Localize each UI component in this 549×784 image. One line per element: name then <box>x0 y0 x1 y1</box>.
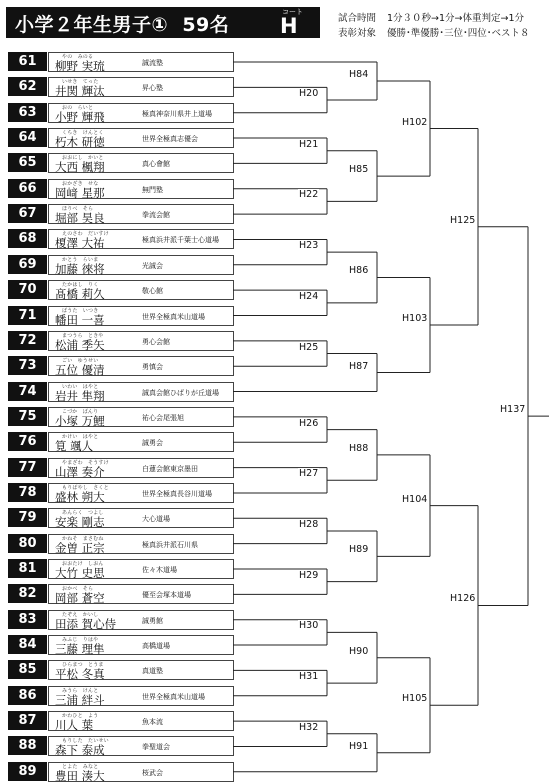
match-label: H86 <box>349 265 369 277</box>
entry-number: 63 <box>8 103 47 122</box>
entry-number: 79 <box>8 508 47 527</box>
match-label: H22 <box>299 189 319 201</box>
club-name: 無門塾 <box>142 185 163 194</box>
entrant-count: 59名 <box>182 14 230 36</box>
entry-number: 88 <box>8 736 47 755</box>
name-reading: たかはし りく <box>62 282 99 289</box>
match-label: H84 <box>349 69 369 80</box>
name-reading: いせき てった <box>62 79 99 86</box>
entry-number: 83 <box>8 610 47 629</box>
club-name: 世界全極真米山道場 <box>142 312 205 321</box>
club-name: 優至会塚本道場 <box>142 591 191 600</box>
name-reading: ばうた いつき <box>62 307 99 314</box>
name-reading: いわい はやと <box>62 383 99 390</box>
match-label: H104 <box>402 493 428 505</box>
name-reading: あんらく つよし <box>62 510 104 517</box>
club-name: 高橋道場 <box>142 642 170 651</box>
name-reading: おおにし かいと <box>62 155 104 162</box>
awards-value: 優勝･準優勝･三位･四位･ベスト８ <box>387 28 530 39</box>
match-time-value: 1分３０秒→1分→体重判定→1分 <box>387 13 525 24</box>
entrant-name: 堀部 昊良 <box>55 211 105 226</box>
entrant-name: 筧 颯人 <box>55 439 94 454</box>
name-reading: おおたけ しおん <box>62 561 104 567</box>
entry-number: 87 <box>8 711 47 730</box>
entrant-name: 小塚 万鯉 <box>55 413 105 428</box>
club-name: 拳流会館 <box>142 211 170 220</box>
match-label: H85 <box>349 164 369 176</box>
name-reading: えのさわ だいすけ <box>62 231 109 238</box>
entrant-name: 加藤 徠将 <box>55 261 105 276</box>
entrant-name: 幡田 一喜 <box>55 312 105 327</box>
entry-number: 80 <box>8 534 47 553</box>
name-reading: もりばやし さくと <box>62 484 109 491</box>
name-reading: もりした たいせい <box>62 738 109 745</box>
club-name: 桜武会 <box>142 768 163 777</box>
match-label: H105 <box>402 693 428 705</box>
entrant-name: 井関 輝汰 <box>55 84 105 99</box>
match-label: H31 <box>299 671 319 683</box>
entrant-name: 柳野 実琉 <box>55 59 105 73</box>
match-label: H20 <box>299 88 319 100</box>
entry-number: 70 <box>8 280 47 299</box>
match-label: H88 <box>349 442 369 454</box>
club-name: 真心會館 <box>142 160 170 169</box>
entrant-name: 金曽 正宗 <box>55 540 105 555</box>
name-reading: みうら けんと <box>62 687 99 694</box>
entry-number: 67 <box>8 204 47 223</box>
entrant-name: 豊田 湊大 <box>55 768 105 783</box>
entrant-name: 田添 賀心侍 <box>55 616 117 631</box>
entry-number: 78 <box>8 483 47 502</box>
court-label: コート <box>282 8 303 16</box>
name-reading: まつうら ときや <box>62 332 104 339</box>
name-reading: かとう らいま <box>62 256 99 263</box>
name-reading: こづか ばんり <box>62 408 99 415</box>
club-name: 極真神奈川県井上道場 <box>142 109 212 118</box>
entry-number: 77 <box>8 458 47 477</box>
name-reading: かねそ まさむね <box>62 535 104 542</box>
club-name: 誠真会館ひばりが丘道場 <box>142 388 219 397</box>
entrant-name: 安楽 剛志 <box>55 515 105 530</box>
club-name: 大心道場 <box>142 515 170 524</box>
match-label: H27 <box>299 468 319 480</box>
club-name: 真道塾 <box>142 667 163 676</box>
entrant-name: 小野 輝飛 <box>55 109 105 124</box>
entrant-name: 川人 葉 <box>55 718 94 733</box>
entrant-name: 髙橋 莉久 <box>55 287 105 302</box>
match-label: H87 <box>349 360 369 372</box>
club-name: 誠流塾 <box>142 59 163 67</box>
match-label: H125 <box>450 214 476 226</box>
name-reading: やの みのる <box>62 54 94 60</box>
entry-number: 75 <box>8 407 47 426</box>
club-name: 敬心館 <box>142 287 163 296</box>
entry-number: 64 <box>8 128 47 147</box>
entry-number: 65 <box>8 153 47 172</box>
entry-number: 73 <box>8 356 47 375</box>
match-label: H30 <box>299 620 319 632</box>
match-label: H90 <box>349 645 369 657</box>
entry-number: 62 <box>8 77 47 96</box>
match-label: H29 <box>299 569 319 581</box>
match-label: H91 <box>349 740 369 752</box>
club-name: 極真浜井派千葉士心道場 <box>142 236 219 245</box>
name-reading: みふじ りはや <box>62 637 99 644</box>
name-reading: ひらまつ とうま <box>62 662 104 669</box>
entrant-name: 大西 楓翔 <box>55 160 105 175</box>
club-name: 魚本流 <box>142 718 163 727</box>
entry-number: 69 <box>8 255 47 274</box>
club-name: 世界全極真米山道場 <box>142 692 205 701</box>
awards-label: 表彰対象 <box>338 28 377 39</box>
entrant-name: 岡﨑 星那 <box>55 185 105 200</box>
entry-number: 85 <box>8 660 47 679</box>
entrant-name: 山澤 奏介 <box>55 464 105 479</box>
club-name: 白蓮会館東京墨田 <box>142 464 198 473</box>
entrant-name: 三浦 絆斗 <box>55 692 105 707</box>
entrant-name: 榎澤 大祐 <box>55 236 105 251</box>
name-reading: ほりべ そら <box>62 206 94 213</box>
entry-number: 66 <box>8 179 47 198</box>
entry-number: 72 <box>8 331 47 350</box>
name-reading: たぞえ かいし <box>62 611 99 618</box>
entry-number: 82 <box>8 584 47 603</box>
name-reading: おかべ そら <box>62 586 94 593</box>
club-name: 誠勇会 <box>142 439 163 448</box>
match-time-label: 試合時間 <box>338 13 377 24</box>
name-reading: やまざわ そうすけ <box>62 459 109 466</box>
entry-number: 71 <box>8 306 47 325</box>
match-label: H21 <box>299 138 319 150</box>
name-reading: おの らいと <box>62 104 94 111</box>
match-label: H25 <box>299 341 319 353</box>
entrant-name: 松浦 季矢 <box>55 337 105 352</box>
club-name: 勇心会館 <box>142 337 170 346</box>
match-label: H24 <box>299 290 319 302</box>
club-name: 光誠会 <box>142 261 163 270</box>
match-label: H89 <box>349 544 369 556</box>
entrant-name: 五位 優清 <box>55 363 105 378</box>
entry-number: 76 <box>8 432 47 451</box>
entry-number: 74 <box>8 382 47 401</box>
club-name: 佐々木道場 <box>142 566 177 574</box>
name-reading: くちき けんとく <box>62 130 104 137</box>
match-label: H126 <box>450 593 476 605</box>
club-name: 世界全極真志優会 <box>142 135 198 144</box>
entrant-name: 岩井 隼翔 <box>55 388 105 403</box>
entrant-name: 森下 泰成 <box>55 743 105 758</box>
club-name: 誠勇館 <box>142 616 163 625</box>
name-reading: おかざき せな <box>62 180 99 187</box>
entry-number: 84 <box>8 635 47 654</box>
name-reading: とよた みなと <box>62 763 99 770</box>
match-label: H23 <box>299 240 319 252</box>
match-label: H103 <box>402 313 428 324</box>
club-name: 世界全極真長谷川道場 <box>142 489 212 498</box>
entrant-name: 三藤 理隼 <box>55 642 105 657</box>
match-label: H137 <box>500 404 526 416</box>
entrant-name: 岡部 蒼空 <box>55 591 105 606</box>
match-label: H102 <box>402 116 428 128</box>
division-title: 小学２年生男子① <box>15 14 169 36</box>
entry-number: 89 <box>8 762 47 781</box>
entry-number: 86 <box>8 686 47 705</box>
club-name: 昇心塾 <box>142 84 163 93</box>
entry-number: 68 <box>8 229 47 248</box>
match-label: H26 <box>299 417 319 429</box>
match-label: H32 <box>299 721 319 733</box>
entrant-name: 平松 冬真 <box>55 667 105 682</box>
name-reading: かけい はやと <box>62 434 99 441</box>
club-name: 拳聖道会 <box>142 743 170 752</box>
match-label: H28 <box>299 518 319 530</box>
club-name: 祐心会尾張旭 <box>142 413 184 422</box>
club-name: 勇慎会 <box>142 363 163 372</box>
name-reading: ごい ゆうせい <box>62 358 99 365</box>
entry-number: 81 <box>8 559 47 578</box>
entrant-name: 盛林 朔大 <box>55 489 105 504</box>
name-reading: かわひと よう <box>62 713 99 720</box>
entrant-name: 朽木 研徳 <box>55 135 105 150</box>
entrant-name: 大竹 史思 <box>55 566 105 580</box>
court-letter: H <box>280 14 298 38</box>
entry-number: 61 <box>8 52 47 71</box>
club-name: 極真浜井派石川県 <box>142 540 198 549</box>
